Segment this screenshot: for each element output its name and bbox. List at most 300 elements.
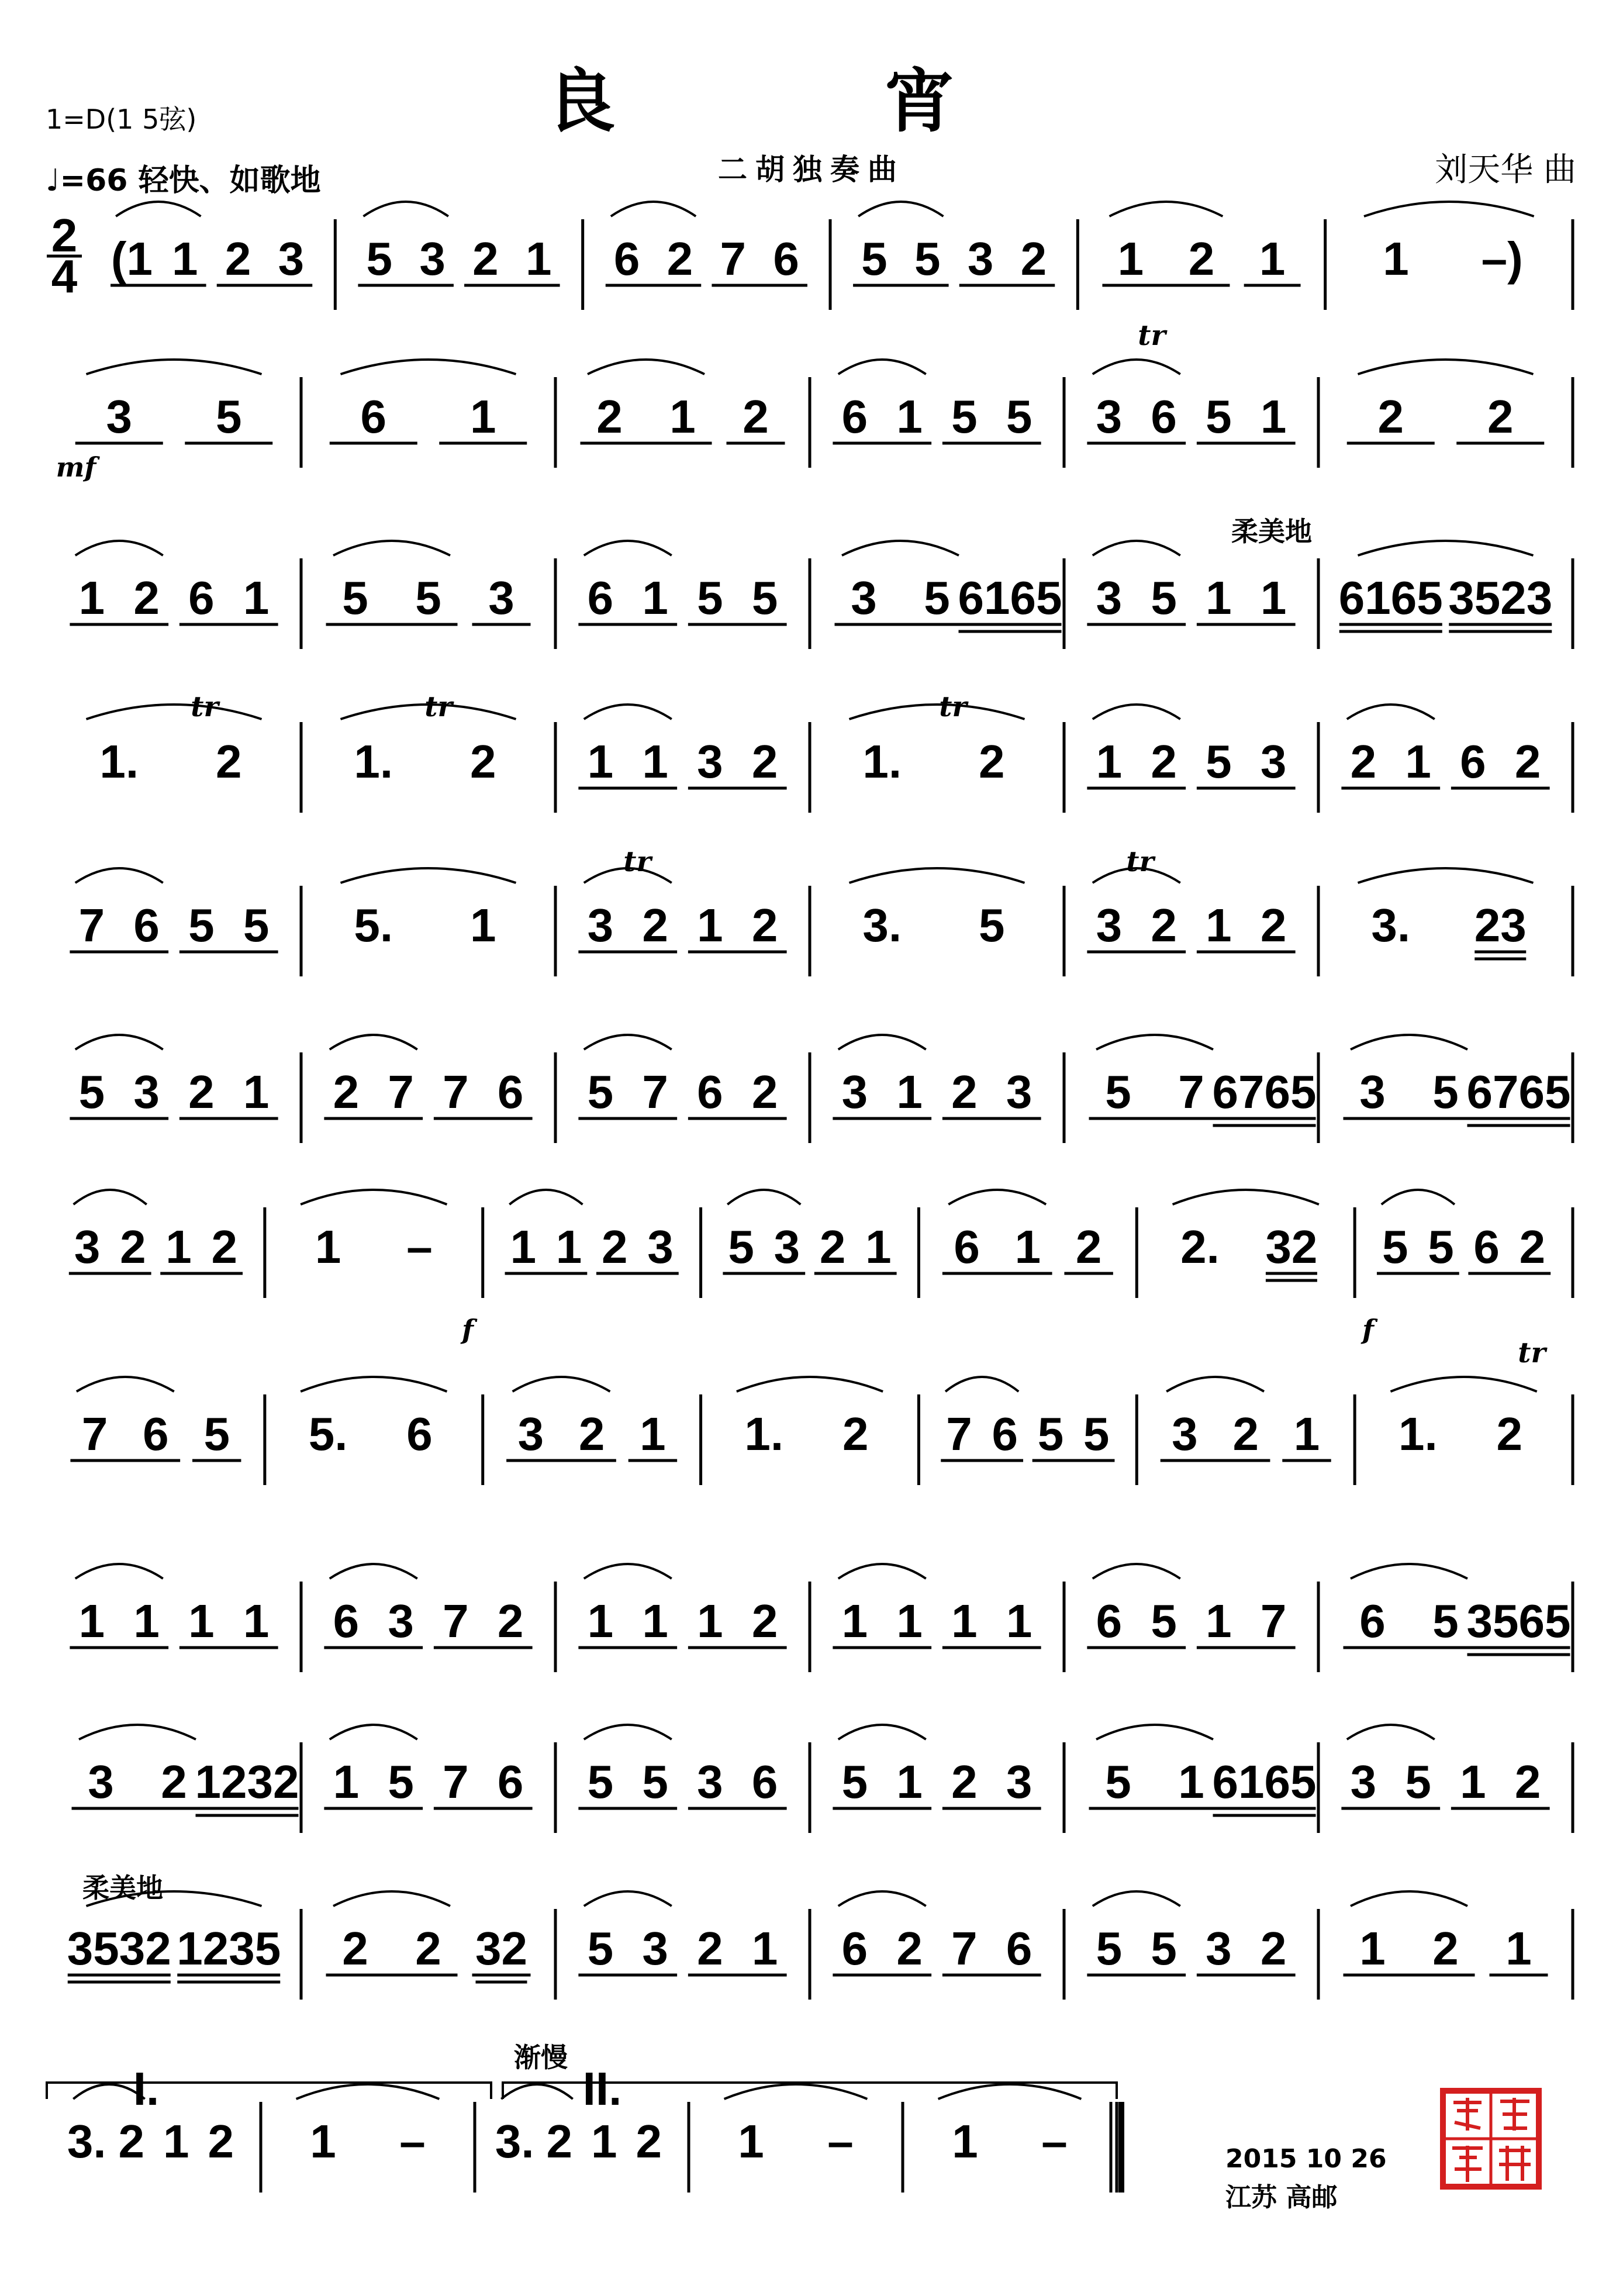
- slur-arc: [1364, 202, 1534, 216]
- slur-arc: [77, 1377, 174, 1392]
- slur-arc: [724, 2084, 868, 2099]
- slur-arc: [301, 1377, 447, 1392]
- jianpu-note: 3: [773, 1221, 800, 1273]
- trill-mark: tr: [1126, 845, 1154, 878]
- slur-arc: [584, 541, 672, 555]
- jianpu-note: 5: [1151, 572, 1177, 624]
- jianpu-note: 2: [1075, 1221, 1102, 1273]
- jianpu-note: 2: [667, 233, 693, 285]
- jianpu-note: 3: [1260, 736, 1287, 788]
- slur-arc: [75, 868, 163, 883]
- slur-arc: [1347, 705, 1435, 719]
- date-place: [1225, 2140, 1387, 2217]
- jianpu-note: 1: [1206, 572, 1232, 624]
- slur-arc: [1110, 202, 1223, 216]
- jianpu-note: 7: [946, 1408, 972, 1460]
- slur-arc: [509, 1190, 582, 1204]
- jianpu-note: 3: [967, 233, 994, 285]
- slur-arc: [1096, 1035, 1213, 1049]
- jianpu-note: 3: [697, 1756, 723, 1808]
- seal-stamp: [1439, 2087, 1542, 2190]
- jianpu-note: 2: [1514, 1756, 1541, 1808]
- jianpu-note: 5: [1006, 391, 1032, 443]
- slur-arc: [1351, 1891, 1467, 1906]
- jianpu-note: 1: [1178, 1756, 1204, 1808]
- slur-arc: [87, 360, 262, 374]
- jianpu-note: 2: [1151, 899, 1177, 951]
- jianpu-note: 2: [578, 1408, 605, 1460]
- jianpu-note: 2: [842, 1408, 869, 1460]
- jianpu-note: 5: [728, 1221, 754, 1273]
- slur-arc: [1358, 868, 1534, 883]
- jianpu-note: 3: [106, 391, 132, 443]
- slur-arc: [1390, 1377, 1536, 1392]
- jianpu-note: –: [1041, 2115, 1068, 2167]
- jianpu-note: 2: [472, 233, 499, 285]
- jianpu-note: 1: [243, 572, 270, 624]
- slur-arc: [330, 1564, 417, 1579]
- jianpu-note: 2: [642, 899, 668, 951]
- jianpu-note: 3: [1006, 1756, 1032, 1808]
- slur-arc: [1093, 541, 1180, 555]
- slur-arc: [75, 1035, 163, 1049]
- jianpu-note: 1: [1460, 1756, 1486, 1808]
- jianpu-note: 7: [1260, 1595, 1287, 1647]
- jianpu-note: 6: [1473, 1221, 1500, 1273]
- jianpu-note: 1: [1359, 1922, 1386, 1974]
- jianpu-note: (1: [110, 233, 153, 285]
- jianpu-note: 7: [642, 1066, 668, 1118]
- jianpu-note: 2: [979, 736, 1005, 788]
- slur-arc: [948, 1190, 1046, 1204]
- jianpu-note: 3: [1206, 1922, 1232, 1974]
- jianpu-note: 3.: [67, 2115, 106, 2167]
- expression-text: 柔美地: [82, 1872, 163, 1904]
- jianpu-note: 1.: [99, 736, 139, 788]
- jianpu-note: 1: [163, 2115, 189, 2167]
- jianpu-note: 3: [1350, 1756, 1377, 1808]
- jianpu-note: 1: [591, 2115, 617, 2167]
- jianpu-note: –): [1481, 233, 1523, 285]
- jianpu-note: –: [406, 1221, 433, 1273]
- jianpu-note: 1: [751, 1922, 778, 1974]
- jianpu-note: 3: [517, 1408, 544, 1460]
- jianpu-note: 1: [952, 2115, 978, 2167]
- jianpu-note: 2: [751, 736, 778, 788]
- jianpu-note: 1: [333, 1756, 360, 1808]
- jianpu-note: 1232: [195, 1756, 299, 1808]
- slur-arc: [301, 1190, 447, 1204]
- jianpu-note: 1: [1117, 233, 1144, 285]
- jianpu-note: 1: [510, 1221, 537, 1273]
- slur-arc: [945, 1377, 1018, 1392]
- expression-text: 柔美地: [1231, 516, 1312, 547]
- jianpu-note: 7: [443, 1756, 469, 1808]
- slur-arc: [1096, 1725, 1213, 1739]
- expression-tempo-change: 渐慢: [514, 2042, 568, 2073]
- jianpu-note: 3: [841, 1066, 868, 1118]
- jianpu-note: 5: [751, 572, 778, 624]
- jianpu-note: 1: [1014, 1221, 1041, 1273]
- time-signature-top: 2: [51, 209, 78, 261]
- jianpu-note: 5: [914, 233, 941, 285]
- jianpu-note: 2: [470, 736, 496, 788]
- slur-arc: [938, 2084, 1082, 2099]
- slur-arc: [858, 202, 943, 216]
- jianpu-note: 3: [1096, 572, 1123, 624]
- composer-credit: 刘天华 曲: [1435, 151, 1576, 189]
- jianpu-note: 1: [642, 572, 668, 624]
- slur-arc: [330, 1725, 417, 1739]
- jianpu-note: 2: [596, 391, 623, 443]
- jianpu-note: 5: [697, 572, 723, 624]
- jianpu-note: 6: [1151, 391, 1177, 443]
- slur-arc: [1173, 1190, 1319, 1204]
- jianpu-note: 3: [278, 233, 305, 285]
- jianpu-note: 2: [161, 1756, 187, 1808]
- jianpu-note: 1: [1206, 899, 1232, 951]
- jianpu-note: 3: [133, 1066, 160, 1118]
- jianpu-note: 6: [497, 1756, 524, 1808]
- jianpu-note: 1: [78, 572, 105, 624]
- jianpu-note: 5: [1151, 1922, 1177, 1974]
- slur-arc: [584, 1891, 672, 1906]
- jianpu-note: 1.: [1398, 1408, 1438, 1460]
- slur-arc: [1358, 541, 1534, 555]
- jianpu-note: 7: [443, 1595, 469, 1647]
- jianpu-note: 6: [841, 391, 868, 443]
- jianpu-note: 1: [1405, 736, 1431, 788]
- jianpu-note: 2: [1496, 1408, 1523, 1460]
- jianpu-note: 1: [555, 1221, 582, 1273]
- page-title: 良 宵: [546, 60, 1077, 141]
- jianpu-note: 6: [497, 1066, 524, 1118]
- jianpu-note: 5: [861, 233, 888, 285]
- jianpu-note: 1: [310, 2115, 336, 2167]
- jianpu-note: 2: [120, 1221, 146, 1273]
- jianpu-note: 1: [470, 899, 496, 951]
- jianpu-note: 3: [642, 1922, 668, 1974]
- jianpu-note: 5: [415, 572, 441, 624]
- slur-arc: [1347, 1725, 1435, 1739]
- slur-arc: [75, 1564, 163, 1579]
- jianpu-note: 5: [366, 233, 392, 285]
- jianpu-note: 6: [188, 572, 215, 624]
- jianpu-note: 5: [1105, 1756, 1131, 1808]
- jianpu-note: –: [399, 2115, 426, 2167]
- slur-arc: [584, 705, 672, 719]
- jianpu-note: 2: [1514, 736, 1541, 788]
- jianpu-note: 1: [172, 233, 198, 285]
- slur-arc: [501, 2084, 572, 2099]
- jianpu-note: 5: [188, 899, 215, 951]
- jianpu-note: 1: [1206, 1595, 1232, 1647]
- jianpu-note: 2: [225, 233, 251, 285]
- jianpu-note: 2: [497, 1595, 524, 1647]
- trill-mark: tr: [1138, 319, 1166, 352]
- jianpu-note: 2: [1487, 391, 1514, 443]
- jianpu-note: 1: [1260, 391, 1287, 443]
- jianpu-note: 6165: [958, 572, 1062, 624]
- jianpu-note: 32: [475, 1922, 527, 1974]
- slur-arc: [1093, 1891, 1180, 1906]
- jianpu-note: –: [827, 2115, 854, 2167]
- jianpu-note: 3.: [495, 2115, 534, 2167]
- jianpu-note: 2: [1151, 736, 1177, 788]
- jianpu-note: 5: [216, 391, 242, 443]
- jianpu-note: 1: [188, 1595, 215, 1647]
- jianpu-note: 6: [992, 1408, 1018, 1460]
- jianpu-note: 3: [697, 736, 723, 788]
- jianpu-note: 2: [188, 1066, 215, 1118]
- jianpu-note: 6: [697, 1066, 723, 1118]
- jianpu-note: 5.: [308, 1408, 348, 1460]
- trill-mark: tr: [424, 690, 453, 723]
- jianpu-note: 2: [896, 1922, 923, 1974]
- jianpu-note: 6: [1460, 736, 1486, 788]
- jianpu-note: 1: [165, 1221, 192, 1273]
- slur-arc: [333, 1891, 450, 1906]
- slur-arc: [838, 1891, 926, 1906]
- jianpu-note: 32: [1265, 1221, 1318, 1273]
- jianpu-note: 1: [315, 1221, 341, 1273]
- jianpu-note: 3: [419, 233, 446, 285]
- slur-arc: [584, 1725, 672, 1739]
- slur-arc: [341, 868, 516, 883]
- jianpu-note: 7: [720, 233, 746, 285]
- jianpu-note: 6765: [1212, 1066, 1317, 1118]
- jianpu-note: 5: [78, 1066, 105, 1118]
- slur-arc: [1093, 360, 1180, 374]
- jianpu-note: 1: [587, 1595, 614, 1647]
- trill-mark: tr: [623, 845, 651, 878]
- jianpu-note: 2: [1432, 1922, 1459, 1974]
- jianpu-note: 2: [133, 572, 160, 624]
- slur-arc: [838, 1564, 926, 1579]
- jianpu-note: 5: [1428, 1221, 1454, 1273]
- jianpu-note: 5: [1206, 391, 1232, 443]
- jianpu-note: 1: [1006, 1595, 1032, 1647]
- jianpu-note: 6: [1359, 1595, 1386, 1647]
- jianpu-note: 7: [78, 899, 105, 951]
- jianpu-note: 2: [751, 1595, 778, 1647]
- jianpu-note: 1: [78, 1595, 105, 1647]
- slur-arc: [727, 1190, 800, 1204]
- jianpu-note: 2: [118, 2115, 144, 2167]
- jianpu-note: 5: [587, 1066, 614, 1118]
- jianpu-note: 6: [773, 233, 799, 285]
- slur-arc: [850, 868, 1025, 883]
- jianpu-note: 2: [546, 2115, 572, 2167]
- jianpu-note: 3523: [1448, 572, 1553, 624]
- dynamic-mf: mf: [56, 451, 96, 483]
- jianpu-note: 1: [642, 1595, 668, 1647]
- slur-arc: [838, 1035, 926, 1049]
- slur-arc: [588, 360, 705, 374]
- jianpu-note: 2: [333, 1066, 360, 1118]
- jianpu-note: 1: [470, 391, 496, 443]
- jianpu-note: 1.: [744, 1408, 784, 1460]
- jianpu-note: 2: [208, 2115, 234, 2167]
- slur-arc: [341, 360, 516, 374]
- tempo-marking: ♩=66 轻快、如歌地: [46, 163, 321, 198]
- jianpu-note: 5: [1382, 1221, 1408, 1273]
- slur-arc: [116, 202, 201, 216]
- jianpu-note: 6: [133, 899, 160, 951]
- jianpu-note: 2: [743, 391, 769, 443]
- jianpu-note: 1: [697, 899, 723, 951]
- jianpu-note: 6165: [1338, 572, 1443, 624]
- jianpu-note: 1: [526, 233, 552, 285]
- jianpu-note: 3: [488, 572, 514, 624]
- jianpu-note: 2: [1232, 1408, 1259, 1460]
- jianpu-note: 2: [1260, 1922, 1287, 1974]
- jianpu-note: 6: [143, 1408, 169, 1460]
- date-text: 2015 10 26: [1225, 2144, 1387, 2174]
- jianpu-note: 1: [865, 1221, 892, 1273]
- jianpu-note: 1: [841, 1595, 868, 1647]
- slur-arc: [513, 1377, 610, 1392]
- slur-arc: [364, 202, 448, 216]
- jianpu-note: 3: [1172, 1408, 1198, 1460]
- jianpu-note: 6: [841, 1922, 868, 1974]
- slur-arc: [611, 202, 696, 216]
- jianpu-note: 3: [88, 1756, 114, 1808]
- slur-arc: [1093, 1564, 1180, 1579]
- jianpu-note: 3: [74, 1221, 101, 1273]
- jianpu-note: 5: [1432, 1066, 1459, 1118]
- jianpu-note: 2: [1350, 736, 1377, 788]
- jianpu-note: 5: [1096, 1922, 1123, 1974]
- jianpu-note: 2: [211, 1221, 237, 1273]
- jianpu-note: 5: [1432, 1595, 1459, 1647]
- jianpu-note: 1235: [177, 1922, 281, 1974]
- jianpu-note: 5: [1083, 1408, 1110, 1460]
- jianpu-note: 2: [951, 1756, 978, 1808]
- jianpu-note: 1.: [862, 736, 902, 788]
- jianpu-note: 5: [1037, 1408, 1064, 1460]
- jianpu-note: 2: [216, 736, 242, 788]
- jianpu-note: 7: [1178, 1066, 1204, 1118]
- jianpu-note: 3: [388, 1595, 414, 1647]
- jianpu-note: 1: [642, 736, 668, 788]
- jianpu-note: 1: [697, 1595, 723, 1647]
- jianpu-note: 1: [1293, 1408, 1320, 1460]
- volta-2-label: II.: [582, 2063, 622, 2115]
- jianpu-note: 3: [1096, 391, 1123, 443]
- jianpu-note: 5: [388, 1756, 414, 1808]
- jianpu-note: 1: [896, 1595, 923, 1647]
- jianpu-note: 1: [133, 1595, 160, 1647]
- jianpu-note: 5: [587, 1922, 614, 1974]
- jianpu-note: 3532: [67, 1922, 171, 1974]
- slur-arc: [333, 541, 450, 555]
- jianpu-note: 3: [1359, 1066, 1386, 1118]
- jianpu-note: 1: [1383, 233, 1409, 285]
- jianpu-note: 1: [951, 1595, 978, 1647]
- jianpu-note: 6: [954, 1221, 980, 1273]
- jianpu-note: 2: [636, 2115, 662, 2167]
- jianpu-note: 3: [587, 899, 614, 951]
- jianpu-note: 2: [1519, 1221, 1546, 1273]
- jianpu-note: 2.: [1180, 1221, 1220, 1273]
- jianpu-note: 5: [951, 391, 978, 443]
- place-text: 江苏 高邮: [1225, 2183, 1338, 2212]
- slur-arc: [1351, 1035, 1467, 1049]
- jianpu-note: 2: [1188, 233, 1215, 285]
- jianpu-note: 5: [841, 1756, 868, 1808]
- jianpu-note: 5: [642, 1756, 668, 1808]
- jianpu-note: 7: [443, 1066, 469, 1118]
- jianpu-note: 5: [979, 899, 1005, 951]
- jianpu-note: 1: [243, 1066, 270, 1118]
- slur-arc: [330, 1035, 417, 1049]
- trill-mark: tr: [939, 690, 967, 723]
- jianpu-note: 2: [1020, 233, 1047, 285]
- jianpu-note: 5: [243, 899, 270, 951]
- jianpu-note: 7: [388, 1066, 414, 1118]
- jianpu-note: 5: [1105, 1066, 1131, 1118]
- slur-arc: [87, 705, 262, 719]
- dynamic-f: f: [462, 1314, 474, 1345]
- jianpu-note: 3: [647, 1221, 674, 1273]
- slur-arc: [838, 360, 926, 374]
- jianpu-note: 1: [738, 2115, 764, 2167]
- slur-arc: [584, 1564, 672, 1579]
- jianpu-note: 7: [951, 1922, 978, 1974]
- jianpu-note: 3.: [862, 899, 902, 951]
- jianpu-note: 1: [1259, 233, 1286, 285]
- jianpu-note: 2: [602, 1221, 628, 1273]
- jianpu-note: 5: [203, 1408, 230, 1460]
- slur-arc: [1382, 1190, 1455, 1204]
- slur-arc: [838, 1725, 926, 1739]
- trill-mark: tr: [191, 690, 219, 723]
- jianpu-note: 1: [1260, 572, 1287, 624]
- slur-arc: [79, 1725, 196, 1739]
- jianpu-note: 2: [751, 899, 778, 951]
- jianpu-note: 6: [360, 391, 386, 443]
- jianpu-note: 3.: [1371, 899, 1411, 951]
- jianpu-note: 3: [1096, 899, 1123, 951]
- jianpu-note: 6: [406, 1408, 433, 1460]
- jianpu-note: 2: [751, 1066, 778, 1118]
- jianpu-note: 1.: [354, 736, 393, 788]
- slur-arc: [842, 541, 959, 555]
- key-signature: 1=D(1 5弦): [46, 103, 197, 135]
- jianpu-note: 1: [243, 1595, 270, 1647]
- jianpu-note: 23: [1474, 899, 1527, 951]
- jianpu-note: 5: [587, 1756, 614, 1808]
- jianpu-note: 3: [1006, 1066, 1032, 1118]
- jianpu-note: 1: [587, 736, 614, 788]
- jianpu-note: 6765: [1466, 1066, 1571, 1118]
- jianpu-note: 7: [81, 1408, 108, 1460]
- jianpu-note: 3565: [1466, 1595, 1571, 1647]
- jianpu-note: 2: [342, 1922, 368, 1974]
- jianpu-note: 2: [819, 1221, 846, 1273]
- jianpu-note: 5: [1206, 736, 1232, 788]
- jianpu-note: 1: [896, 1066, 923, 1118]
- jianpu-note: 1: [1096, 736, 1123, 788]
- jianpu-note: 1: [896, 391, 923, 443]
- jianpu-note: 6: [751, 1756, 778, 1808]
- jianpu-note: 1: [1505, 1922, 1532, 1974]
- jianpu-note: 1: [669, 391, 696, 443]
- jianpu-note: 2: [697, 1922, 723, 1974]
- jianpu-note: 5: [342, 572, 368, 624]
- jianpu-note: 5: [924, 572, 950, 624]
